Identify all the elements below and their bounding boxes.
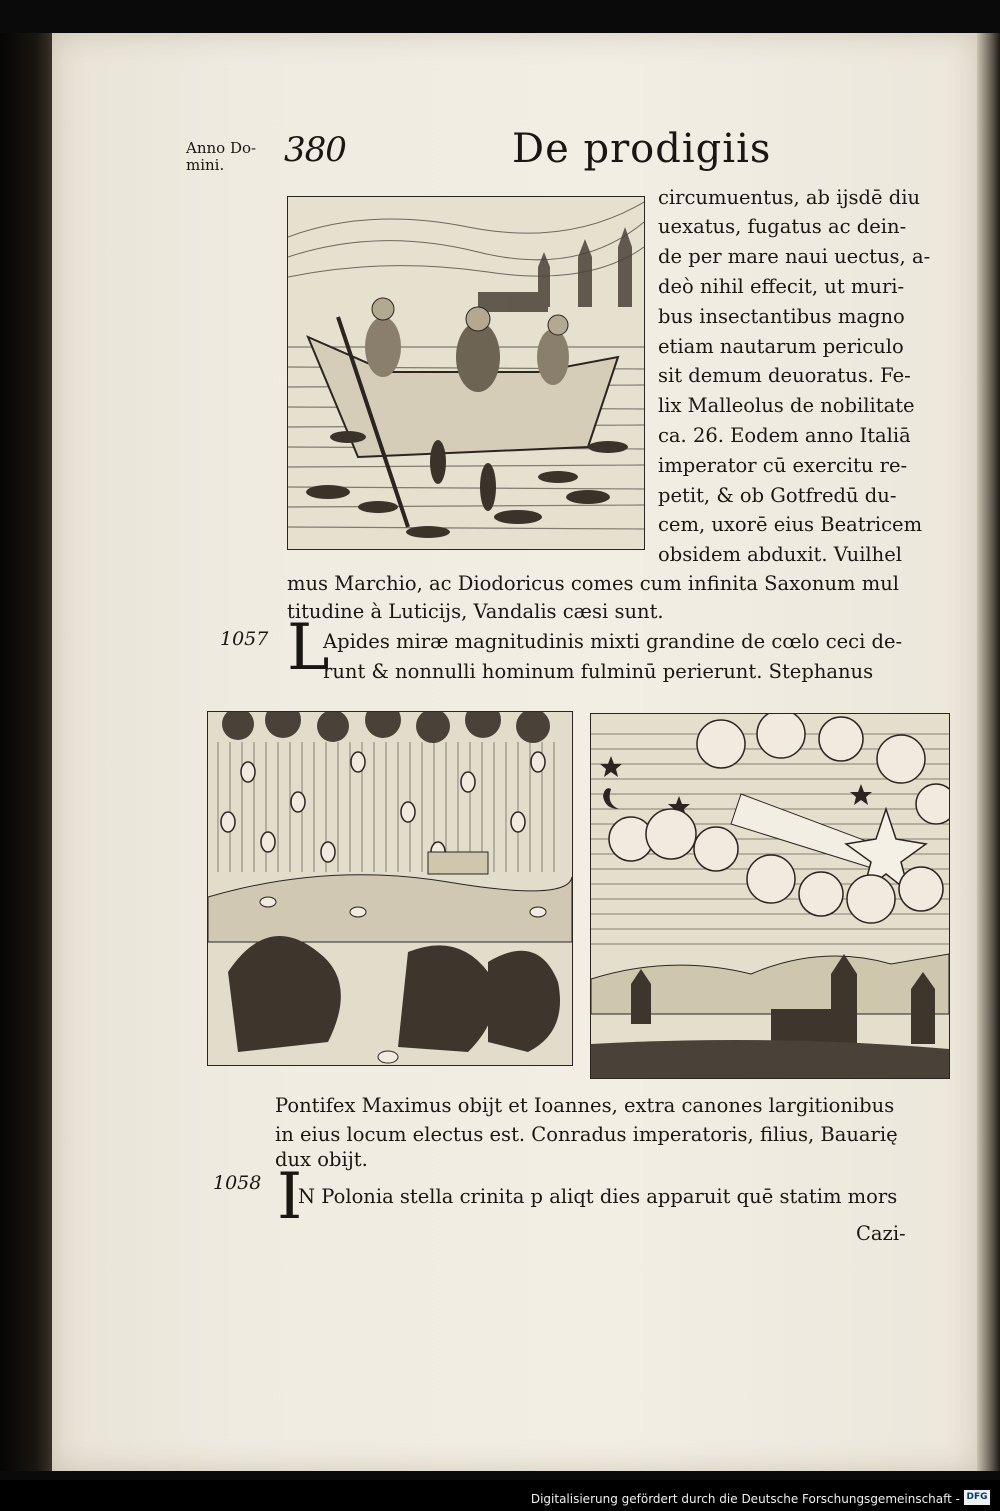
column-line: ca. 26. Eodem anno Italiā [658, 424, 911, 447]
page-edge [977, 33, 1000, 1471]
body-line: mus Marchio, ac Diodoricus comes cum infinita Saxonum mul [287, 572, 899, 595]
drop-cap: I [277, 1160, 303, 1234]
column-line: petit, & ob Gotfredū du- [658, 484, 897, 507]
drop-cap: L [287, 611, 330, 685]
column-line: lix Malleolus de nobilitate [658, 394, 915, 417]
column-line: deò nihil effecit, ut muri- [658, 275, 905, 298]
dfg-logo: DFG [964, 1490, 990, 1505]
column-line: etiam nautarum periculo [658, 335, 904, 358]
column-line: circumuentus, ab ijsdē diu [658, 186, 921, 209]
year-marker-1058: 1058 [213, 1172, 262, 1194]
running-title: De prodigiis [512, 126, 772, 172]
body-line: Apides miræ magnitudinis mixti grandine de cœlo ceci de- [323, 630, 903, 653]
column-line: cem, uxorē eius Beatricem [658, 513, 923, 536]
woodcut-hail-stones [207, 711, 573, 1066]
body-line: Pontifex Maximus obijt et Ioannes, extra canones largitionibus [275, 1094, 895, 1117]
anno-domini-label: Anno Do- mini. [186, 139, 257, 174]
column-line: bus insectantibus magno [658, 305, 905, 328]
year-marker-1057: 1057 [220, 628, 269, 650]
body-line: in eius locum electus est. Conradus imperatoris, filius, Bauarię [275, 1123, 898, 1146]
body-line: dux obijt. [275, 1148, 368, 1171]
catchword: Cazi- [856, 1222, 906, 1245]
body-line: runt & nonnulli hominum fulminū perierunt. Stephanus [323, 660, 874, 683]
book-spine [0, 33, 52, 1471]
column-line: uexatus, fugatus ac dein- [658, 215, 907, 238]
column-line: obsidem abduxit. Vuilhel [658, 543, 902, 566]
column-line: imperator cū exercitu re- [658, 454, 908, 477]
column-line: sit demum deuoratus. Fe- [658, 364, 911, 387]
page-number: 380 [284, 130, 346, 170]
body-line: titudine à Luticijs, Vandalis cæsi sunt. [287, 600, 664, 623]
woodcut-comet-stars [590, 713, 950, 1079]
digitization-credit: Digitalisierung gefördert durch die Deutsche Forschungsgemeinschaft - [530, 1492, 960, 1506]
body-line: N Polonia stella crinita p aliqt dies apparuit quē statim mors [298, 1185, 898, 1208]
column-line: de per mare naui uectus, a- [658, 245, 931, 268]
woodcut-boat-with-rats [287, 196, 645, 550]
